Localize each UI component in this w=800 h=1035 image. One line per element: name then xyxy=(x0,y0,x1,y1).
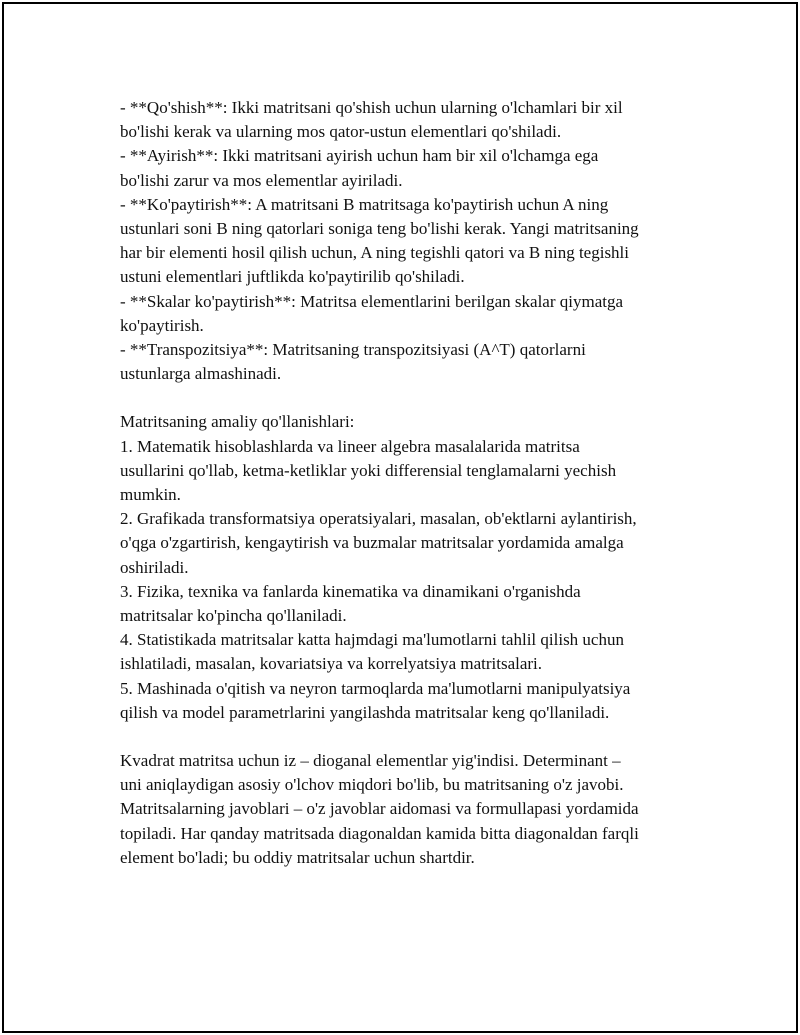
text-line: o'qga o'zgartirish, kengaytirish va buzmalar matritsalar yordamida amalga xyxy=(120,533,624,553)
text-line: 5. Mashinada o'qitish va neyron tarmoqlarda ma'lumotlarni manipulyatsiya xyxy=(120,678,631,698)
paragraph-gap xyxy=(120,386,710,410)
text-line: - **Transpozitsiya**: Matritsaning transpozitsiyasi (A^T) qatorlarni xyxy=(120,339,586,359)
text-line: Matritsalarning javoblari – o'z javoblar aidomasi va formullapasi yordamida xyxy=(120,799,639,819)
text-line: ustunlarga almashinadi. xyxy=(120,364,282,384)
text-line: oshiriladi. xyxy=(120,557,189,577)
text-line: 1. Matematik hisoblashlarda va lineer algebra masalalarida matritsa xyxy=(120,436,580,456)
text-line: - **Ayirish**: Ikki matritsani ayirish uchun ham bir xil o'lchamga ega xyxy=(120,146,599,166)
text-line: bo'lishi kerak va ularning mos qator-ustun elementlari qo'shiladi. xyxy=(120,122,562,142)
text-line: usullarini qo'llab, ketma-ketliklar yoki differensial tenglamalarni yechish xyxy=(120,460,617,480)
paragraph-gap xyxy=(120,725,710,749)
document-body xyxy=(120,96,710,870)
text-line: bo'lishi zarur va mos elementlar ayiriladi. xyxy=(120,170,403,190)
text-line: Kvadrat matritsa uchun iz – dioganal elementlar yig'indisi. Determinant – xyxy=(120,751,621,771)
text-line: - **Qo'shish**: Ikki matritsani qo'shish uchun ularning o'lchamlari bir xil xyxy=(120,98,623,117)
conclusion-section xyxy=(120,749,710,870)
text-line: uni aniqlaydigan asosiy o'lchov miqdori bo'lib, bu matritsaning o'z javobi. xyxy=(120,775,624,795)
text-line: topiladi. Har qanday matritsada diagonaldan kamida bitta diagonaldan farqli xyxy=(120,823,639,843)
text-line: matritsalar ko'pincha qo'llaniladi. xyxy=(120,605,347,625)
text-line: har bir elementi hosil qilish uchun, A ning tegishli qatori va B ning tegishli xyxy=(120,243,630,263)
text-line: - **Skalar ko'paytirish**: Matritsa elementlarini berilgan skalar qiymatga xyxy=(120,291,624,311)
section-heading: Matritsaning amaliy qo'llanishlari: xyxy=(120,412,355,432)
text-line: element bo'ladi; bu oddiy matritsalar uchun shartdir. xyxy=(120,847,475,867)
operations-section xyxy=(120,96,710,386)
text-line: mumkin. xyxy=(120,485,181,504)
text-line: ustuni elementlari juftlikda ko'paytirilib qo'shiladi. xyxy=(120,267,465,287)
text-line: ko'paytirish. xyxy=(120,315,204,335)
text-line: qilish va model parametrlarini yangilashda matritsalar keng qo'llaniladi. xyxy=(120,702,610,722)
text-line: 3. Fizika, texnika va fanlarda kinematika va dinamikani o'rganishda xyxy=(120,581,581,601)
document-page xyxy=(2,2,798,1033)
text-line: ustunlari soni B ning qatorlari soniga teng bo'lishi kerak. Yangi matritsaning xyxy=(120,218,639,238)
text-line: 4. Statistikada matritsalar katta hajmdagi ma'lumotlarni tahlil qilish uchun xyxy=(120,630,624,650)
text-line: 2. Grafikada transformatsiya operatsiyalari, masalan, ob'ektlarni aylantirish, xyxy=(120,509,637,529)
applications-section xyxy=(120,410,710,724)
text-line: ishlatiladi, masalan, kovariatsiya va korrelyatsiya matritsalari. xyxy=(120,654,543,674)
text-line: - **Ko'paytirish**: A matritsani B matritsaga ko'paytirish uchun A ning xyxy=(120,194,609,214)
